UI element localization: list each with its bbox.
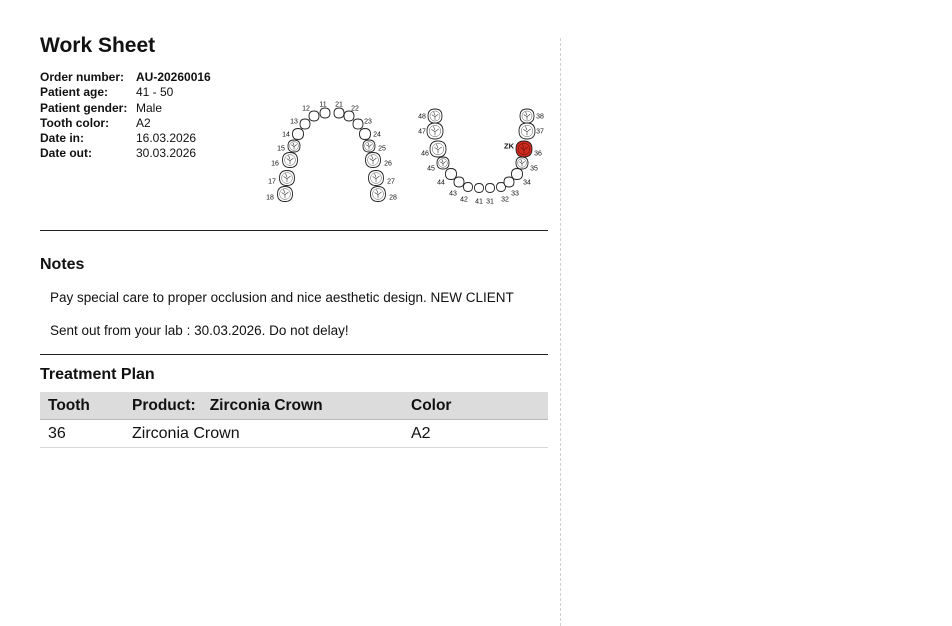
tooth-number: 18 (266, 194, 274, 202)
tooth-number: 46 (421, 150, 429, 158)
dental-chart (260, 96, 560, 208)
info-row-date-out (40, 146, 211, 161)
tooth-number: 27 (387, 178, 395, 186)
tooth-number: 37 (536, 128, 544, 136)
table-header-row (40, 392, 548, 420)
tooth-number: 41 (475, 198, 483, 206)
tooth-15 (277, 140, 300, 153)
column-header-color: Color (403, 392, 548, 420)
note-line: Pay special care to proper occlusion and nice aesthetic design. NEW CLIENT (50, 290, 514, 305)
section-divider (40, 354, 548, 355)
column-header-product (124, 392, 403, 420)
page-title: Work Sheet (40, 34, 156, 57)
cut-line (560, 38, 561, 626)
order-info (40, 70, 211, 162)
table-row (40, 420, 548, 448)
info-value: 16.03.2026 (136, 131, 197, 146)
info-row-patient-age (40, 85, 211, 100)
tooth-number: 32 (501, 196, 509, 204)
tooth-26 (366, 153, 392, 168)
info-row-patient-gender (40, 101, 211, 116)
info-row-order-number (40, 70, 211, 85)
info-label: Order number: (40, 70, 125, 84)
tooth-21 (334, 102, 344, 119)
info-label: Date in: (40, 131, 85, 146)
tooth-number: 48 (418, 113, 426, 121)
info-label: Patient age: (40, 85, 109, 100)
info-value: Male (136, 100, 163, 115)
info-value: 41 - 50 (136, 85, 174, 100)
note-line: Sent out from your lab : 30.03.2026. Do not delay! (50, 323, 349, 338)
marked-tooth-label: ZK (504, 141, 514, 151)
info-row-tooth-color (40, 116, 211, 131)
tooth-number: 16 (271, 160, 279, 168)
tooth-43 (449, 177, 464, 198)
tooth-41 (475, 184, 484, 206)
tooth-number: 35 (530, 165, 538, 173)
tooth-number: 24 (373, 131, 381, 139)
info-value: A2 (136, 115, 151, 130)
tooth-number: 28 (389, 194, 397, 202)
tooth-number: 14 (282, 131, 290, 139)
treatment-table (40, 392, 548, 448)
tooth-47 (418, 123, 443, 139)
tooth-number: 13 (290, 118, 298, 126)
info-value: AU-20260016 (136, 70, 211, 84)
tooth-17 (268, 171, 294, 186)
product-header-label: Product: (132, 396, 196, 414)
tooth-45 (427, 157, 449, 173)
tooth-number: 38 (536, 113, 544, 121)
tooth-number: 34 (523, 179, 531, 187)
tooth-46 (421, 141, 446, 158)
tooth-number: 26 (384, 160, 392, 168)
info-label: Tooth color: (40, 115, 110, 130)
info-value: 30.03.2026 (136, 146, 197, 161)
tooth-number: 45 (427, 165, 435, 173)
tooth-number: 42 (460, 196, 468, 204)
tooth-16 (271, 153, 297, 168)
section-divider (40, 230, 548, 231)
tooth-number: 33 (511, 190, 519, 198)
tooth-37 (519, 123, 544, 139)
tooth-48 (418, 109, 442, 123)
cell-color: A2 (403, 420, 548, 448)
tooth-14 (282, 129, 303, 140)
tooth-27 (369, 171, 395, 186)
info-row-date-in (40, 131, 211, 146)
tooth-number: 17 (268, 178, 276, 186)
tooth-36 (504, 141, 542, 158)
tooth-number: 21 (335, 101, 343, 109)
tooth-number: 31 (486, 198, 494, 206)
tooth-44 (437, 169, 456, 187)
tooth-13 (290, 119, 310, 130)
notes-heading: Notes (40, 256, 85, 273)
info-label: Date out: (40, 146, 92, 161)
tooth-number: 44 (437, 179, 445, 187)
treatment-heading: Treatment Plan (40, 366, 155, 383)
tooth-28 (371, 187, 397, 202)
tooth-31 (486, 184, 495, 206)
product-header-value: Zirconia Crown (209, 396, 323, 414)
cell-tooth: 36 (40, 420, 124, 448)
tooth-number: 15 (277, 145, 285, 153)
tooth-number: 43 (449, 190, 457, 198)
tooth-number: 23 (364, 118, 372, 126)
info-label: Patient gender: (40, 100, 128, 115)
tooth-number: 25 (378, 145, 386, 153)
column-header-tooth: Tooth (40, 392, 124, 420)
tooth-24 (360, 129, 381, 140)
tooth-38 (520, 109, 544, 123)
cell-product: Zirconia Crown (124, 420, 403, 448)
tooth-number: 11 (319, 101, 327, 109)
tooth-number: 22 (351, 105, 359, 113)
tooth-18 (266, 187, 292, 202)
tooth-25 (363, 140, 386, 153)
tooth-23 (353, 119, 372, 130)
tooth-number: 12 (302, 105, 310, 113)
tooth-33 (504, 177, 519, 198)
tooth-number: 47 (418, 128, 426, 136)
tooth-34 (512, 169, 531, 187)
tooth-number: 36 (534, 150, 542, 158)
tooth-11 (319, 102, 330, 119)
